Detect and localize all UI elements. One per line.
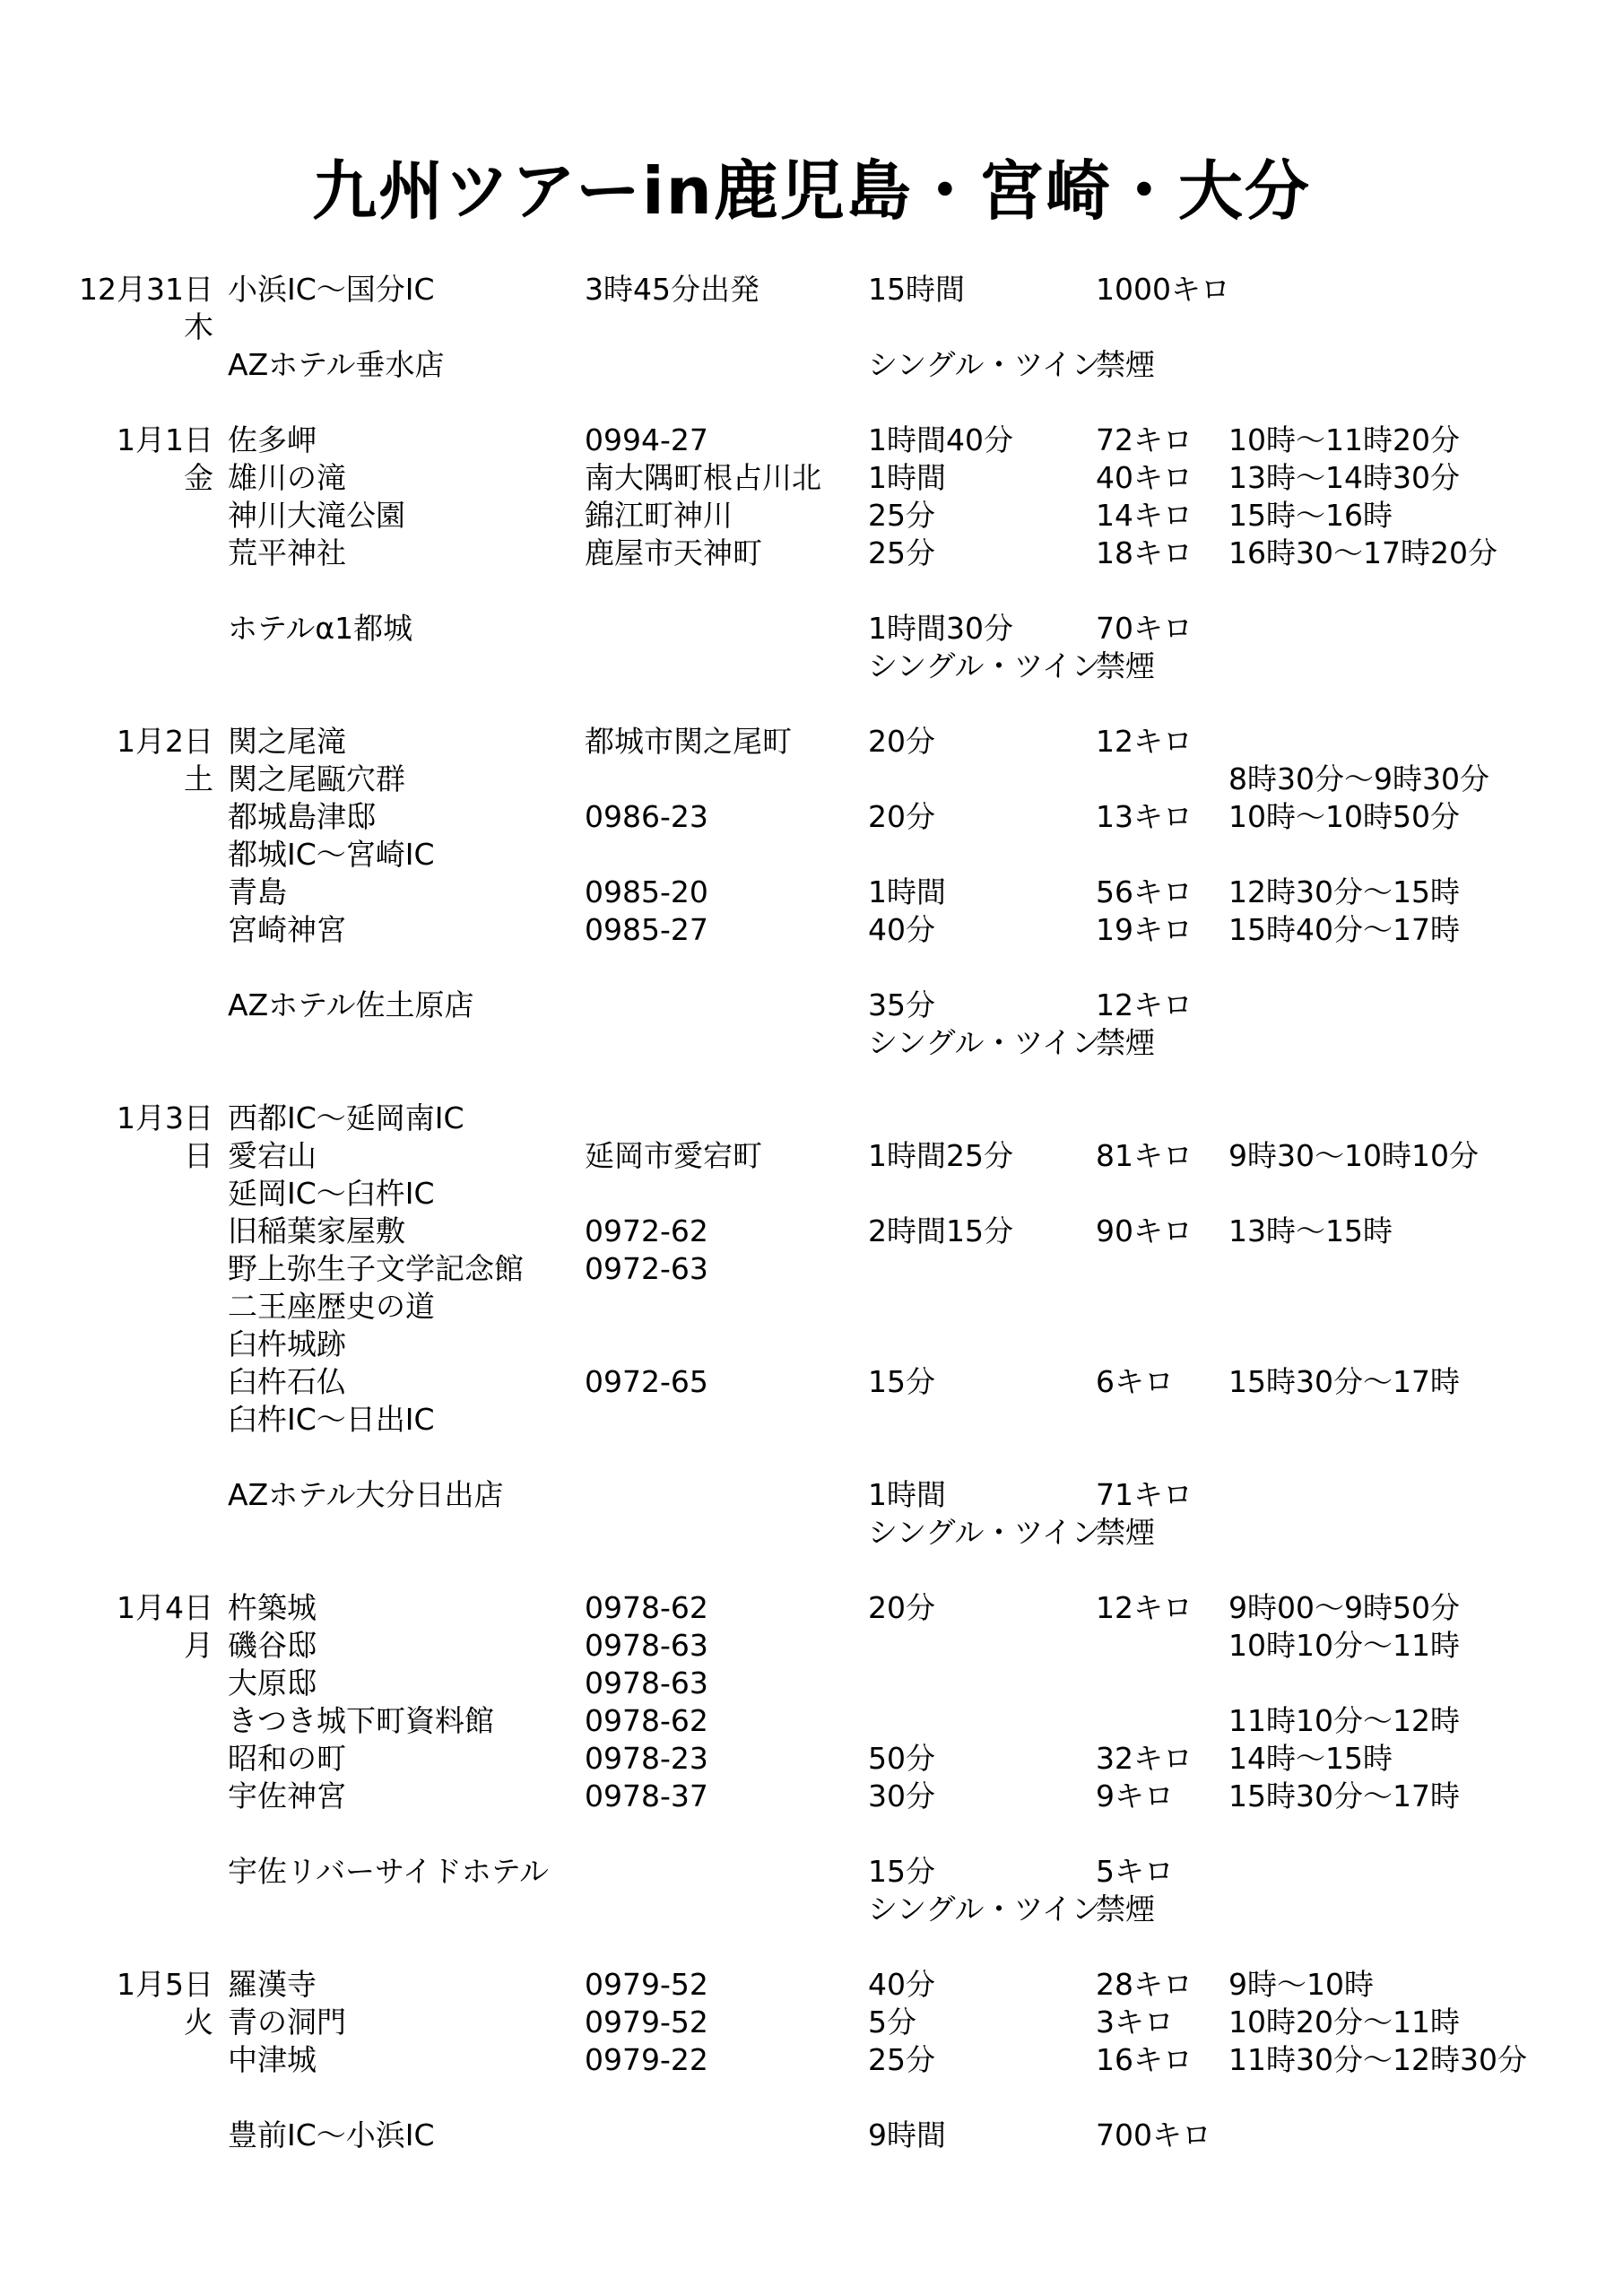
itinerary-row	[0, 1589, 1623, 1627]
travel-time: 25分	[868, 498, 935, 533]
distance: 13キロ	[1096, 799, 1193, 834]
place-name: 中津城	[228, 2042, 317, 2077]
place-name: 西都IC～延岡南IC	[228, 1100, 464, 1135]
address-or-phone: 0972-63	[585, 1251, 708, 1286]
travel-time: 35分	[868, 987, 935, 1022]
address-or-phone: 0978-62	[585, 1590, 708, 1625]
place-name: 磯谷邸	[228, 1628, 317, 1663]
distance: 90キロ	[1096, 1213, 1193, 1248]
visit-hours: 9時～10時	[1228, 1967, 1374, 2002]
place-name: 青の洞門	[228, 2005, 346, 2039]
visit-hours: 10時10分～11時	[1228, 1628, 1460, 1663]
visit-hours: 15時30分～17時	[1228, 1364, 1460, 1399]
address-or-phone: 0985-20	[585, 874, 708, 909]
day-label: 火	[184, 2005, 213, 2039]
travel-time: 5分	[868, 2005, 916, 2039]
visit-hours: 10時～11時20分	[1228, 422, 1460, 457]
travel-time: シングル・ツイン	[868, 648, 1101, 683]
address-or-phone: 0978-63	[585, 1665, 708, 1700]
itinerary-row	[0, 1853, 1623, 1891]
visit-hours: 9時30～10時10分	[1228, 1138, 1479, 1173]
distance: 禁煙	[1096, 347, 1155, 382]
distance: 70キロ	[1096, 611, 1193, 646]
itinerary-row	[0, 422, 1623, 459]
address-or-phone: 0978-62	[585, 1703, 708, 1738]
address-or-phone: 0972-65	[585, 1364, 708, 1399]
travel-time: 1時間	[868, 874, 946, 909]
distance: 14キロ	[1096, 498, 1193, 533]
itinerary-row	[0, 1100, 1623, 1137]
travel-time: 15分	[868, 1364, 935, 1399]
address-or-phone: 都城市関之尾町	[585, 724, 792, 759]
day-label: 12月31日	[79, 272, 213, 307]
travel-time: 1時間25分	[868, 1138, 1013, 1173]
itinerary-row	[0, 1175, 1623, 1213]
place-name: 佐多岬	[228, 422, 317, 457]
distance: 5キロ	[1096, 1854, 1174, 1889]
address-or-phone: 鹿屋市天神町	[585, 535, 762, 570]
itinerary-row	[0, 1476, 1623, 1514]
distance: 禁煙	[1096, 1515, 1155, 1550]
day-label: 1月5日	[117, 1967, 213, 2002]
address-or-phone: 0978-23	[585, 1741, 708, 1776]
travel-time: シングル・ツイン	[868, 1025, 1101, 1060]
distance: 1000キロ	[1096, 272, 1230, 307]
travel-time: 15分	[868, 1854, 935, 1889]
itinerary-row	[0, 309, 1623, 346]
itinerary-row	[0, 1137, 1623, 1175]
visit-hours: 15時30分～17時	[1228, 1779, 1460, 1813]
address-or-phone: 0972-62	[585, 1213, 708, 1248]
itinerary-row	[0, 610, 1623, 648]
address-or-phone: 0979-52	[585, 1967, 708, 2002]
place-name: 宇佐リバーサイドホテル	[228, 1854, 550, 1889]
place-name: 関之尾滝	[228, 724, 346, 759]
visit-hours: 11時30分～12時30分	[1228, 2042, 1527, 2077]
day-label: 1月1日	[117, 422, 213, 457]
travel-time: シングル・ツイン	[868, 1515, 1101, 1550]
travel-time: シングル・ツイン	[868, 347, 1101, 382]
place-name: 関之尾甌穴群	[228, 761, 405, 796]
itinerary-row	[0, 1326, 1623, 1363]
distance: 禁煙	[1096, 1025, 1155, 1060]
address-or-phone: 0985-27	[585, 912, 708, 947]
visit-hours: 12時30分～15時	[1228, 874, 1460, 909]
place-name: 臼杵石仏	[228, 1364, 346, 1399]
travel-time: シングル・ツイン	[868, 1892, 1101, 1926]
place-name: 雄川の滝	[228, 460, 346, 495]
page-title: 九州ツアーin鹿児島・宮崎・大分	[312, 153, 1311, 229]
place-name: 都城島津邸	[228, 799, 376, 834]
place-name: 臼杵城跡	[228, 1326, 346, 1361]
place-name: AZホテル大分日出店	[228, 1477, 504, 1512]
place-name: AZホテル佐土原店	[228, 987, 474, 1022]
address-or-phone: 3時45分出発	[585, 272, 759, 307]
itinerary-row	[0, 1363, 1623, 1401]
distance: 32キロ	[1096, 1741, 1193, 1776]
day-label: 金	[184, 460, 213, 495]
distance: 40キロ	[1096, 460, 1193, 495]
itinerary-row	[0, 1514, 1623, 1552]
distance: 12キロ	[1096, 724, 1193, 759]
distance: 72キロ	[1096, 422, 1193, 457]
place-name: 羅漢寺	[228, 1967, 317, 2002]
day-label: 月	[184, 1628, 213, 1663]
place-name: 都城IC～宮崎IC	[228, 837, 435, 872]
distance: 16キロ	[1096, 2042, 1193, 2077]
itinerary-row	[0, 1740, 1623, 1778]
travel-time: 40分	[868, 912, 935, 947]
address-or-phone: 延岡市愛宕町	[585, 1138, 762, 1173]
itinerary-row	[0, 459, 1623, 497]
distance: 700キロ	[1096, 2118, 1211, 2152]
distance: 81キロ	[1096, 1138, 1193, 1173]
address-or-phone: 0986-23	[585, 799, 708, 834]
place-name: 野上弥生子文学記念館	[228, 1251, 524, 1286]
itinerary-row	[0, 1702, 1623, 1740]
place-name: 杵築城	[228, 1590, 317, 1625]
distance: 禁煙	[1096, 1892, 1155, 1926]
day-label: 1月2日	[117, 724, 213, 759]
itinerary-row	[0, 2041, 1623, 2079]
place-name: 旧稲葉家屋敷	[228, 1213, 405, 1248]
travel-time: 1時間40分	[868, 422, 1013, 457]
itinerary-row	[0, 1401, 1623, 1439]
itinerary-row	[0, 911, 1623, 949]
itinerary-row	[0, 1966, 1623, 2004]
place-name: 昭和の町	[228, 1741, 346, 1776]
visit-hours: 9時00～9時50分	[1228, 1590, 1460, 1625]
day-label: 日	[184, 1138, 213, 1173]
itinerary-row	[0, 761, 1623, 798]
day-label: 1月3日	[117, 1100, 213, 1135]
address-or-phone: 南大隅町根占川北	[585, 460, 821, 495]
travel-time: 50分	[868, 1741, 935, 1776]
visit-hours: 10時20分～11時	[1228, 2005, 1460, 2039]
place-name: 宇佐神宮	[228, 1779, 346, 1813]
place-name: 豊前IC～小浜IC	[228, 2118, 435, 2152]
visit-hours: 10時～10時50分	[1228, 799, 1460, 834]
visit-hours: 15時40分～17時	[1228, 912, 1460, 947]
travel-time: 1時間30分	[868, 611, 1013, 646]
place-name: 愛宕山	[228, 1138, 317, 1173]
travel-time: 15時間	[868, 272, 965, 307]
itinerary-row	[0, 874, 1623, 911]
place-name: 臼杵IC～日出IC	[228, 1402, 435, 1437]
itinerary-row	[0, 1213, 1623, 1250]
travel-time: 1時間	[868, 1477, 946, 1512]
travel-time: 20分	[868, 724, 935, 759]
itinerary-row	[0, 2004, 1623, 2041]
distance: 禁煙	[1096, 648, 1155, 683]
place-name: 荒平神社	[228, 535, 346, 570]
visit-hours: 11時10分～12時	[1228, 1703, 1460, 1738]
address-or-phone: 0978-63	[585, 1628, 708, 1663]
itinerary-row	[0, 987, 1623, 1024]
day-label: 1月4日	[117, 1590, 213, 1625]
distance: 9キロ	[1096, 1779, 1174, 1813]
place-name: 二王座歴史の道	[228, 1289, 435, 1324]
distance: 12キロ	[1096, 1590, 1193, 1625]
itinerary-row	[0, 798, 1623, 836]
travel-time: 20分	[868, 1590, 935, 1625]
travel-time: 25分	[868, 535, 935, 570]
travel-time: 40分	[868, 1967, 935, 2002]
distance: 18キロ	[1096, 535, 1193, 570]
visit-hours: 15時～16時	[1228, 498, 1393, 533]
day-label: 木	[184, 309, 213, 344]
itinerary-row	[0, 497, 1623, 535]
itinerary-row	[0, 535, 1623, 572]
travel-time: 9時間	[868, 2118, 946, 2152]
address-or-phone: 0979-52	[585, 2005, 708, 2039]
itinerary-row	[0, 1024, 1623, 1062]
itinerary-row	[0, 271, 1623, 309]
travel-time: 30分	[868, 1779, 935, 1813]
distance: 71キロ	[1096, 1477, 1193, 1512]
itinerary-row	[0, 1627, 1623, 1665]
distance: 56キロ	[1096, 874, 1193, 909]
travel-time: 1時間	[868, 460, 946, 495]
place-name: 延岡IC～臼杵IC	[228, 1176, 435, 1211]
itinerary-row	[0, 2117, 1623, 2154]
place-name: ホテルα1都城	[228, 611, 413, 646]
place-name: きつき城下町資料館	[228, 1703, 494, 1738]
visit-hours: 8時30分～9時30分	[1228, 761, 1489, 796]
travel-time: 20分	[868, 799, 935, 834]
place-name: 大原邸	[228, 1665, 317, 1700]
address-or-phone: 錦江町神川	[585, 498, 733, 533]
address-or-phone: 0994-27	[585, 422, 708, 457]
distance: 3キロ	[1096, 2005, 1174, 2039]
itinerary-row	[0, 723, 1623, 761]
itinerary-row	[0, 836, 1623, 874]
visit-hours: 13時～15時	[1228, 1213, 1393, 1248]
distance: 28キロ	[1096, 1967, 1193, 2002]
day-label: 土	[184, 761, 213, 796]
place-name: 神川大滝公園	[228, 498, 405, 533]
address-or-phone: 0978-37	[585, 1779, 708, 1813]
itinerary-row	[0, 1665, 1623, 1702]
place-name: 小浜IC～国分IC	[228, 272, 435, 307]
place-name: 宮崎神宮	[228, 912, 346, 947]
itinerary-row	[0, 1288, 1623, 1326]
itinerary-row	[0, 1891, 1623, 1928]
distance: 19キロ	[1096, 912, 1193, 947]
itinerary-row	[0, 648, 1623, 685]
itinerary-row	[0, 1778, 1623, 1815]
itinerary-row	[0, 346, 1623, 384]
travel-time: 25分	[868, 2042, 935, 2077]
visit-hours: 13時～14時30分	[1228, 460, 1460, 495]
distance: 6キロ	[1096, 1364, 1174, 1399]
itinerary-row	[0, 1250, 1623, 1288]
place-name: AZホテル垂水店	[228, 347, 445, 382]
travel-time: 2時間15分	[868, 1213, 1013, 1248]
visit-hours: 16時30～17時20分	[1228, 535, 1497, 570]
distance: 12キロ	[1096, 987, 1193, 1022]
place-name: 青島	[228, 874, 287, 909]
visit-hours: 14時～15時	[1228, 1741, 1393, 1776]
address-or-phone: 0979-22	[585, 2042, 708, 2077]
